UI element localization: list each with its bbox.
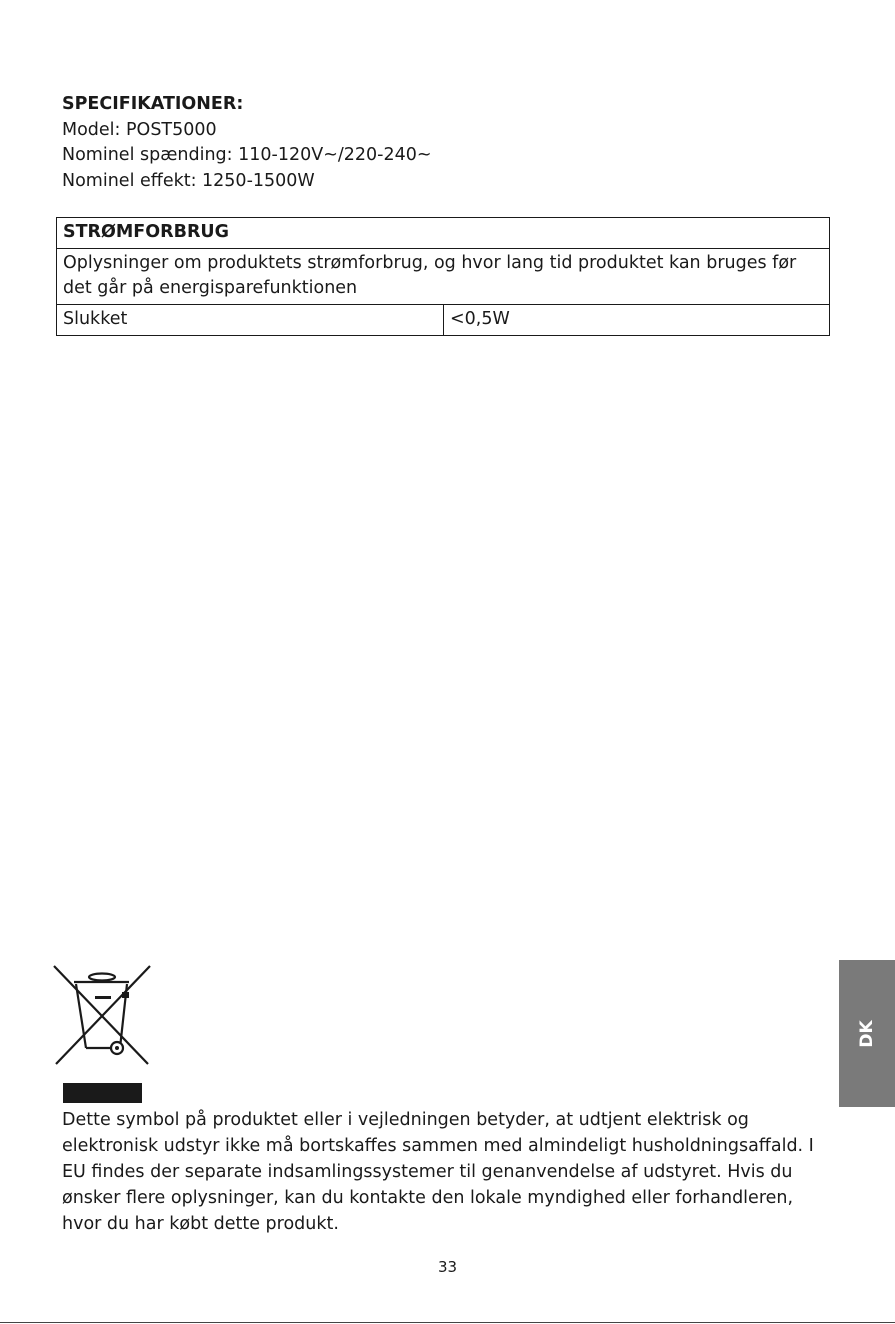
- weee-disposal-text: Dette symbol på produktet eller i vejledningen betyder, at udtjent elektrisk og elektronisk udstyr ikke må bortskaffes sammen med almindeligt husholdningsaffald. I EU findes der separate indsamlingssystemer til genanvendelse af udstyret. Hvis du ønsker flere oplysninger, kan du kontakte den lokale myndighed eller forhandleren, hvor du har købt dette produkt.: [62, 1110, 814, 1234]
- power-table-row-value: <0,5W: [444, 305, 830, 336]
- language-tab: [839, 960, 895, 1107]
- page-number: 33: [437, 1258, 458, 1276]
- specifications-block: [62, 92, 432, 194]
- language-tab-label: DK: [857, 1019, 877, 1048]
- power-table-description: Oplysninger om produktets strømforbrug, og hvor lang tid produktet kan bruges før det går på energisparefunktionen: [57, 249, 830, 305]
- power-line: Nominel effekt: 1250-1500W: [62, 170, 315, 191]
- voltage-line: Nominel spænding: 110-120V~/220-240~: [62, 145, 432, 165]
- power-table-row-label: Slukket: [57, 305, 444, 336]
- specifications-heading: SPECIFIKATIONER:: [62, 94, 244, 114]
- power-consumption-table: [56, 217, 830, 336]
- weee-black-bar: [63, 1083, 142, 1103]
- bottom-rule: [0, 1322, 895, 1323]
- table-row: [57, 305, 830, 336]
- crossed-out-wheelie-bin-icon: [52, 962, 154, 1068]
- model-line: Model: POST5000: [62, 119, 217, 140]
- power-table-header: STRØMFORBRUG: [57, 218, 830, 249]
